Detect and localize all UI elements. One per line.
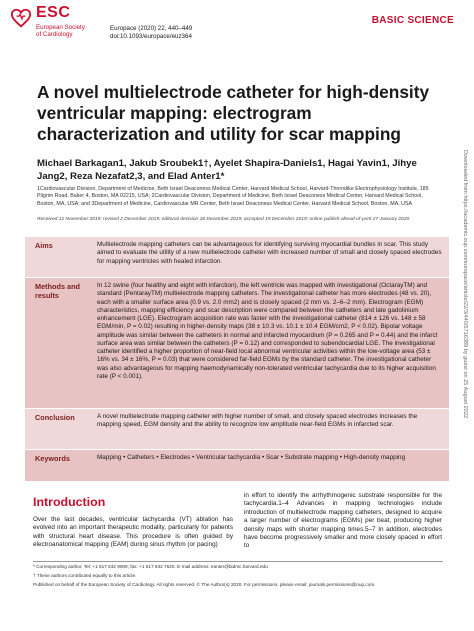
- esc-logo-text: ESC: [36, 4, 71, 21]
- abstract-text: A novel multielectrode mapping catheter with higher number of small, and closely spaced electrodes increases the mapping speed, EGM density and the ability to recognize low amplitude near-field EGMs in infarcted scar.: [97, 413, 418, 429]
- abstract-row-methods: [25, 278, 449, 408]
- article-title: A novel multielectrode catheter for high-density ventricular mapping: electrogram characterization and utility for scar mapping: [37, 82, 430, 144]
- affiliations: 1Cardiovascular Division, Department of Medicine, Beth Israel Deaconess Medical Center, Harvard Medical School, Harvard-Thorndike Electrophysiology Institute, 185 Pilgrim Road, Baker 4, Boston, MA 02215, USA; 2Cardiovascular Division, Department of Medicine, Beth Israel Deaconess Medical Center, Harvard Medical School, Boston, MA, USA; and 3Department of Medicine, Cardiovascular MR Center, Beth Israel Deaconess Medical Center, Harvard Medical School, Boston, MA, USA: [37, 186, 429, 207]
- abstract-label: Conclusion: [35, 413, 75, 422]
- keywords-list: Mapping • Catheters • Electrodes • Ventricular tachycardia • Scar • Substrate mapping • High-density mapping: [97, 454, 406, 461]
- intro-paragraph-left: Over the last decades, ventricular tachycardia (VT) ablation has evolved into an important therapeutic modality, particularly for patients with structural heart disease. This procedure is often guided by electroanatomical mapping (EAM) during sinus rhythm (or pacing): [33, 516, 233, 549]
- abstract-text: Multielectrode mapping catheters can be advantageous for identifying surviving myocardial bundles in scar. This study aimed to evaluate the utility of a new multielectrode catheter with increased number of small and closely spaced electrodes for mapping ventricles with healed infarction.: [97, 241, 442, 265]
- author-list: Michael Barkagan1, Jakub Sroubek1†, Ayelet Shapira-Daniels1, Hagai Yavin1, Jihye Jang2, Reza Nezafat2,3, and Elad Anter1*: [37, 158, 417, 182]
- esc-heart-logo-icon: [10, 7, 32, 29]
- article-dates: Received 12 November 2019; revised 2 December 2019; editorial decision 18 December 2019; accepted 19 December 2019; online publish-ahead-of-print 27 January 2020: [37, 217, 410, 222]
- download-watermark: Downloaded from https://academic.oup.com/europace/article/22/3/440/5716389 by guest on 25 August 2022: [462, 150, 468, 419]
- section-heading: Introduction: [33, 495, 106, 509]
- esc-logo-subtitle: of Cardiology: [36, 31, 73, 38]
- abstract-row-aims: [25, 237, 449, 277]
- footnote-equal-contribution: † These authors contributed equally to this article.: [33, 573, 137, 578]
- journal-citation: Europace (2020) 22, 440–449: [110, 25, 193, 32]
- abstract-text: In 12 swine (four healthy and eight with infarction), the left ventricle was mapped with investigational (OctarayTM) and standard (PentarayTM) multielectrode mapping catheters. The investigational catheter has more electrodes (48 vs. 20), each with a smaller surface area (0.9 vs. 2.0 mm2) and is closely spaced (2 mm vs. 2–6–2 mm). Electrogram (EGM) characteristics, mapping efficiency and scar description were compared between the catheters and late gadolinium enhancement (LGE). Electrogram acquisition rate was faster with the investigational catheter (814 ± 126 vs. 148 ± 58 EGM/min, P = 0.02) resulting in higher-density maps (38 ± 10.3 vs. 10.1 ± 10.4 EGM/cm2, P < 0.02). Bipolar voltage amplitude was similar between the catheters in normal and infarcted myocardium (P = 0.265 and P = 0.44) and the infarct surface area was similar between the catheters (P = 0.12) and corresponded to subendocardial LGE. The investigational catheter identified a higher proportion of near-field local abnormal ventricular activities within the low-voltage area (53 ± 16% vs. 34 ± 16%, P = 0.03) that were considered far-field EGMs by the standard catheter. The investigational catheter was also advantageous for mapping haemodynamically non-tolerated ventricular tachycardia due to its higher acquisition rate (P < 0.001).: [97, 282, 438, 380]
- esc-logo-subtitle: European Society: [36, 24, 85, 31]
- abstract-label: Methods and results: [35, 282, 80, 300]
- abstract-row-keywords: [25, 450, 449, 481]
- abstract-label: Aims: [35, 241, 53, 250]
- section-label: BASIC SCIENCE: [371, 15, 454, 26]
- doi-link[interactable]: doi:10.1093/europace/euz364: [110, 33, 192, 40]
- intro-paragraph-right: in effort to identify the arrhythmogenic substrate responsible for the tachycardia.1–4 Advances in mapping technologies include introduction of multielectrode mapping catheters, designed to acquire a larger number of electrograms (EGMs) per beat, producing higher density maps with shorter mapping times.5–7 In addition, electrodes have become progressively smaller and more closely spaced in effort to: [244, 492, 442, 550]
- abstract-row-conclusion: [25, 409, 449, 449]
- footnote-copyright: Published on behalf of the European Society of Cardiology. All rights reserved. © The Author(s) 2020. For permissions, please email: journals.permissions@oup.com.: [33, 582, 376, 587]
- footnote-corresponding: * Corresponding author. Tel: +1 617 632 9009; fax: +1 617 632 7620. E-mail address: eanter@bidmc.harvard.edu: [33, 564, 268, 569]
- structured-abstract: [25, 237, 449, 481]
- abstract-label: Keywords: [35, 454, 70, 463]
- footnote-divider: [33, 561, 443, 562]
